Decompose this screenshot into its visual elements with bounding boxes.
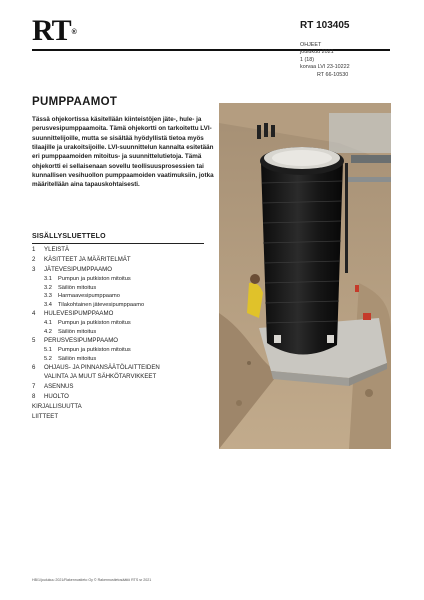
toc-subitem[interactable]: 3.3 Harmaavesipumppaamo [44, 293, 120, 299]
document-pages: 1 (18) [300, 56, 315, 63]
document-type: OHJEET [300, 42, 322, 48]
replaces-label: korvaa [300, 64, 317, 71]
document-meta [300, 42, 350, 79]
table-of-contents [32, 245, 212, 422]
page-title: PUMPPAAMOT [32, 96, 118, 108]
toc-subitem[interactable]: 4.2 Säiliön mitoitus [44, 328, 97, 335]
toc-item[interactable]: 4 HULEVESIPUMPPAAMO [32, 310, 114, 317]
toc-item[interactable]: 5 PERUSVESIPUMPPAAMO [32, 337, 119, 344]
toc-item[interactable]: 7 ASENNUS [32, 383, 74, 390]
toc-heading: SISÄLLYSLUETTELO [32, 233, 106, 240]
toc-subitem[interactable]: 5.1 Pumpun ja putkiston mitoitus [44, 347, 131, 353]
toc-subitem[interactable]: 5.2 Säiliön mitoitus [44, 355, 97, 362]
document-code: RT 103405 [300, 20, 350, 31]
replaces-code: LVI 23-10222 [317, 64, 350, 71]
toc-subitem[interactable]: 3.4 Tilakohtainen jätevesipumppaamo [44, 301, 145, 308]
toc-item[interactable]: LIITTEET [32, 413, 59, 420]
toc-item[interactable]: 8 HUOLTO [32, 393, 69, 400]
toc-item[interactable]: 1 YLEISTÄ [32, 246, 70, 253]
pump-station-illustration [219, 103, 391, 449]
toc-item[interactable]: 6 OHJAUS- JA PINNANSÄÄTÖLAITTEIDEN VALINTA JA MUUT SÄHKÖTARVIKKEET [32, 364, 160, 380]
intro-paragraph: Tässä ohjekortissa käsitellään kiinteistöjen jäte-, hule- ja perusvesipumppaamoita. Tämä ohjekortti on tarkoitettu LVI-suunnittelijoille, mutta se sisältää hyödyllistä tietoa myös tilaajille ja urakoitsijoille. LVI-suunnittelun kannalta esitetään eri pumppaamoiden mitoitus- ja suunnittelutietoja. Tämä ohjekortti ei sellaisenaan sovellu teollisuusprosessien tai kunnallisen vesihuollon pumppaamoiden vaatimuksiin, jotka määritellään aina tapauskohtaisesti. [32, 116, 214, 189]
toc-item[interactable]: 2 KÄSITTEET JA MÄÄRITELMÄT [32, 256, 131, 263]
rt-logo [32, 16, 76, 46]
pump-station-photo [219, 103, 391, 449]
replaces-code-2: RT 66-10530 [317, 71, 349, 78]
toc-item[interactable]: 3 JÄTEVESIPUMPPAAMO [32, 266, 112, 273]
toc-subitem[interactable]: 3.1 Pumpun ja putkiston mitoitus [44, 276, 131, 282]
document-date: joulukuu 2021 [300, 49, 334, 56]
toc-subitem[interactable]: 3.2 Säiliön mitoitus [44, 284, 97, 291]
toc-rule [32, 243, 204, 244]
toc-subitem[interactable]: 4.1 Pumpun ja putkiston mitoitus [44, 320, 131, 326]
footer-copyright: HB/1/joulukuu 2021/Rakennustieto Oy © Rakennustietosäätiö RTS sr 2021 [32, 578, 152, 582]
registered-mark: ® [71, 29, 76, 36]
rt-logo-text: RT [32, 14, 71, 47]
toc-item[interactable]: KIRJALLISUUTTA [32, 403, 82, 410]
